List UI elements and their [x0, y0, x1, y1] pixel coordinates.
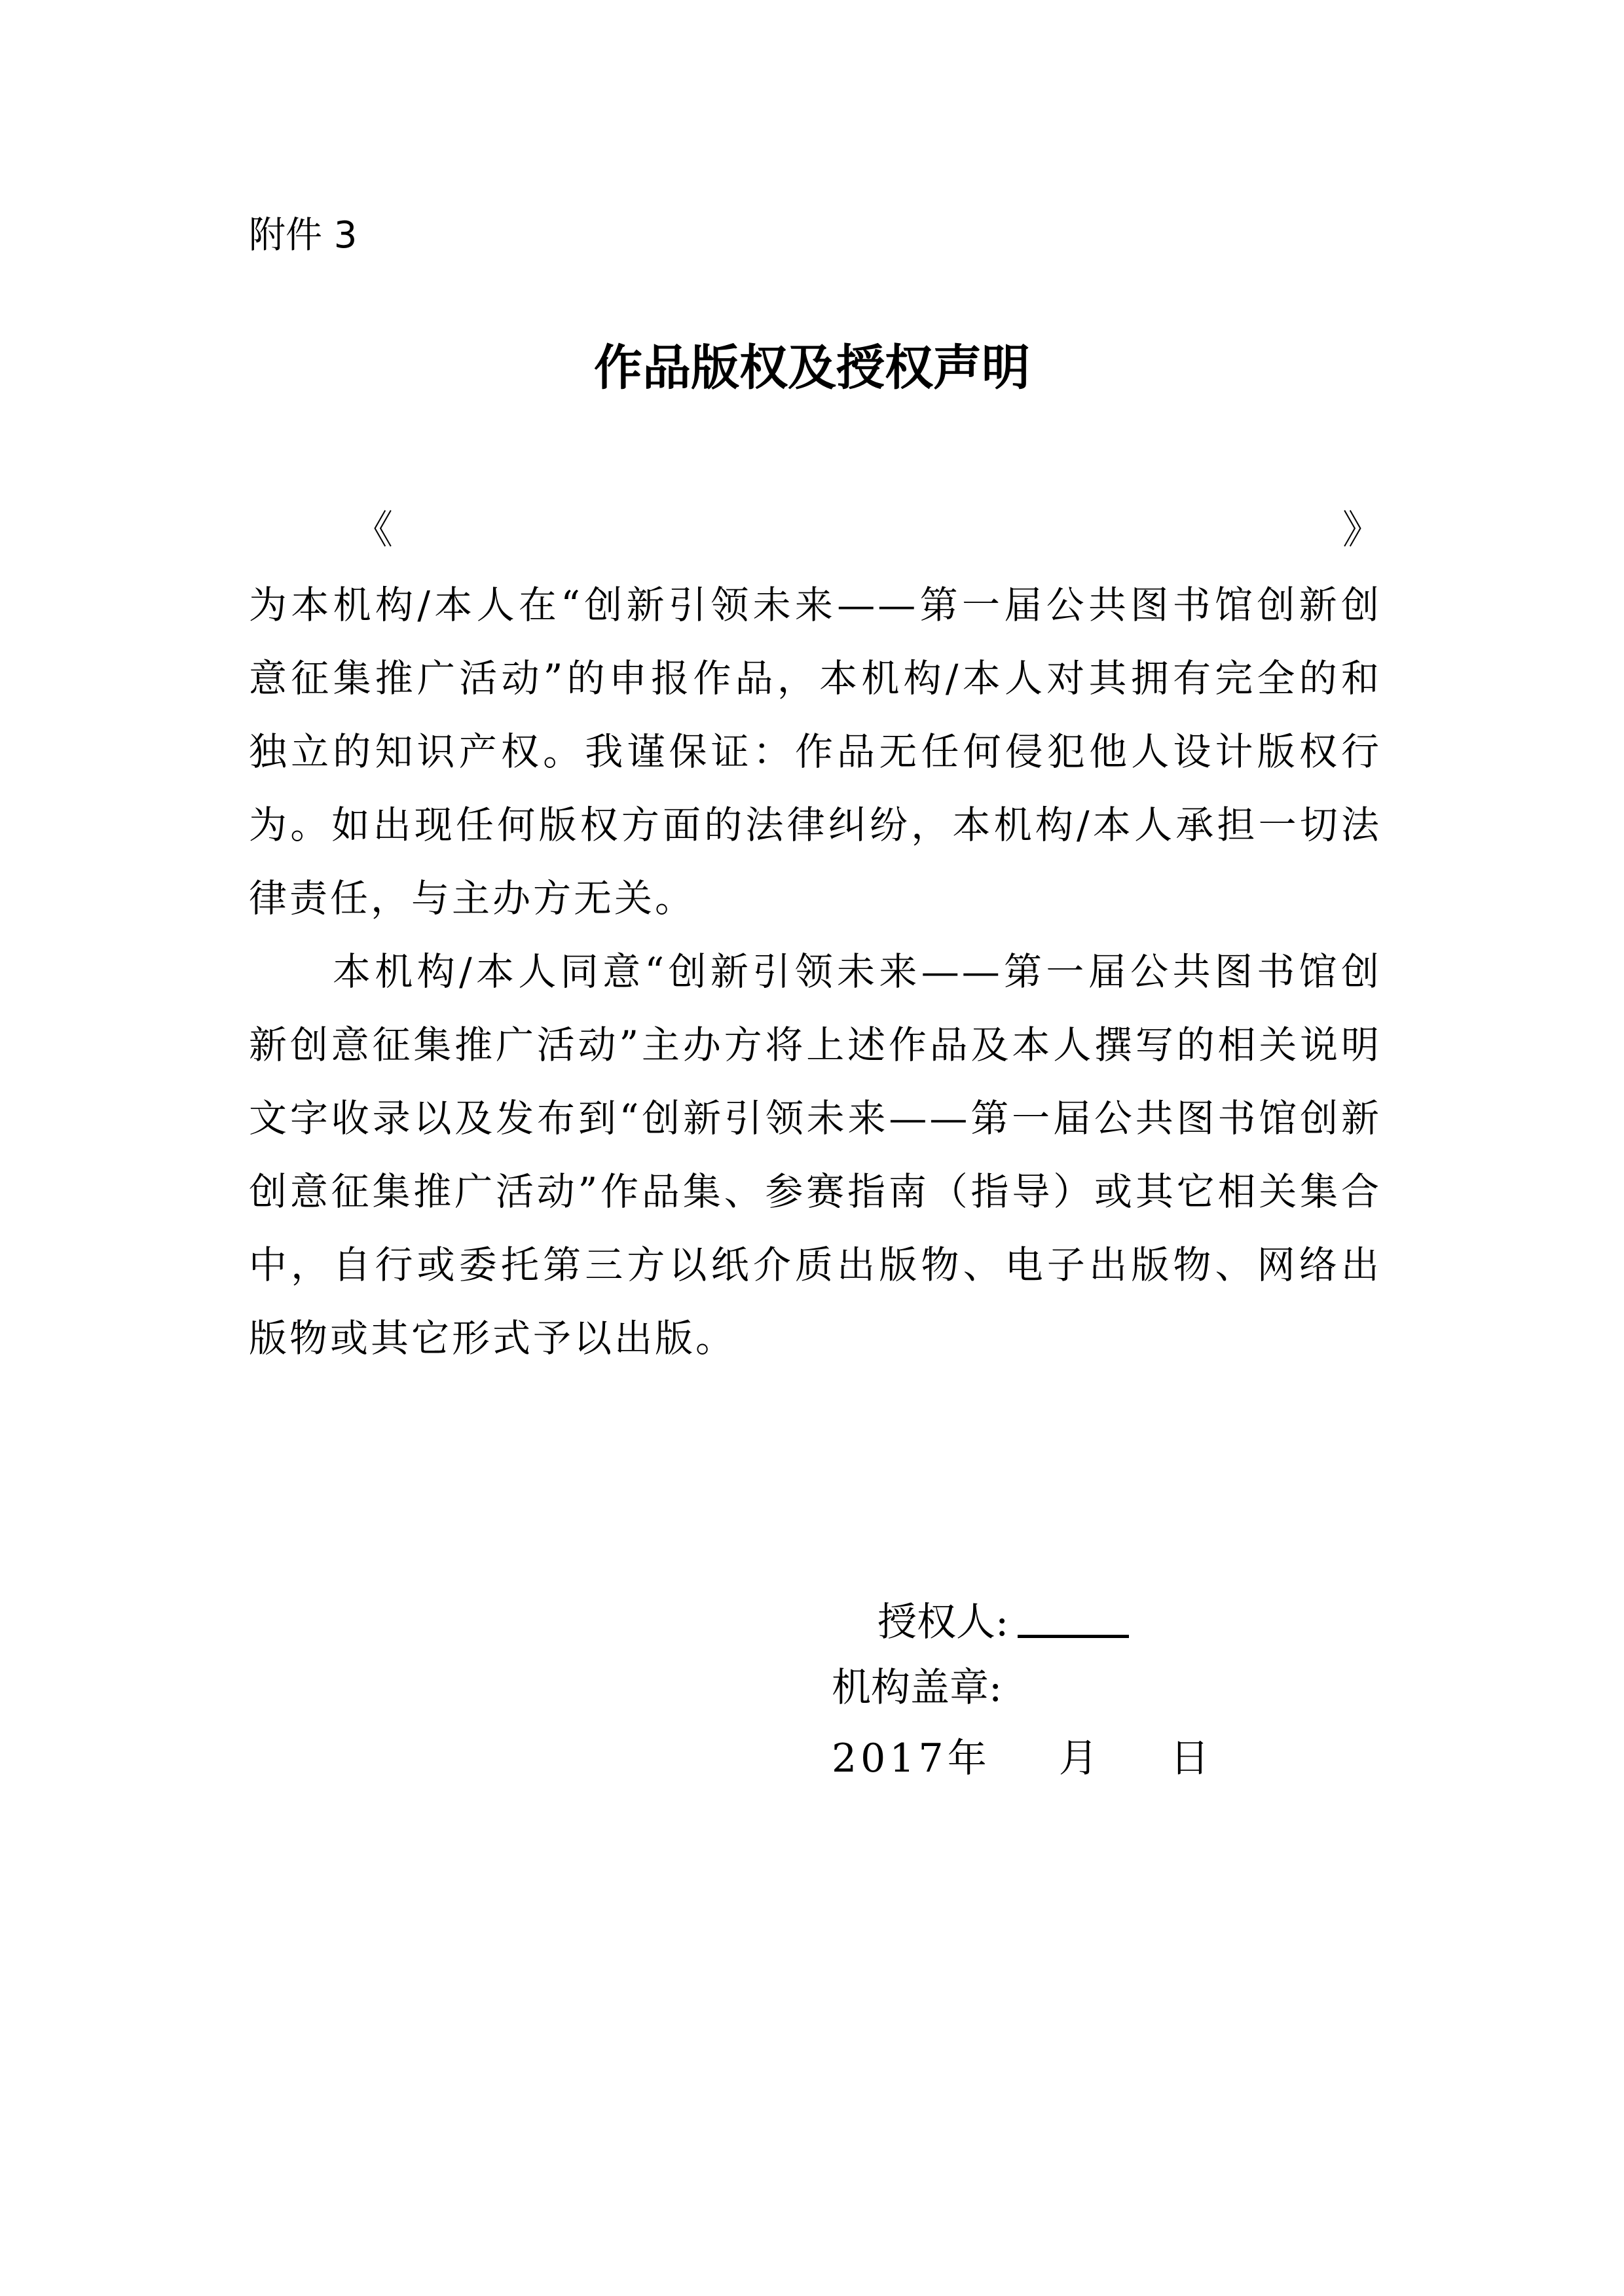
- declaration-body: [249, 568, 1382, 1375]
- page-title: 作品版权及授权声明: [594, 340, 1030, 396]
- date-year-unit: 年: [947, 1736, 987, 1781]
- authorizer-signature-field[interactable]: [1018, 1595, 1129, 1638]
- date-month-unit: 月: [1058, 1736, 1098, 1781]
- work-title-open-bracket: 《: [354, 507, 393, 553]
- work-title-close-bracket: 》: [1342, 507, 1382, 553]
- seal-row: [832, 1655, 1209, 1721]
- seal-label: 机构盖章:: [832, 1665, 1003, 1711]
- authorizer-row: [832, 1590, 1209, 1655]
- declaration-paragraph-1: 为本机构/本人在“创新引领未来——第一届公共图书馆创新创意征集推广活动”的申报作品，本机构/本人对其拥有完全的和独立的知识产权。我谨保证：作品无任何侵犯他人设计版权行为。如出现任何版权方面的法律纠纷，本机构/本人承担一切法律责任，与主办方无关。: [249, 583, 1382, 920]
- date-year: 2017: [832, 1736, 948, 1781]
- attachment-label: 附件 3: [249, 214, 358, 257]
- authorizer-label: 授权人:: [877, 1599, 1009, 1645]
- work-title-line: [249, 498, 1382, 563]
- declaration-paragraph-2: 本机构/本人同意“创新引领未来——第一届公共图书馆创新创意征集推广活动”主办方将上述作品及本人撰写的相关说明文字收录以及发布到“创新引领未来——第一届公共图书馆创新创意征集推广活动”作品集、参赛指南（指导）或其它相关集合中，自行或委托第三方以纸介质出版物、电子出版物、网络出版物或其它形式予以出版。: [249, 949, 1382, 1360]
- signature-block: [832, 1590, 1209, 1791]
- date-day-unit: 日: [1170, 1736, 1209, 1781]
- date-row: [832, 1726, 1209, 1791]
